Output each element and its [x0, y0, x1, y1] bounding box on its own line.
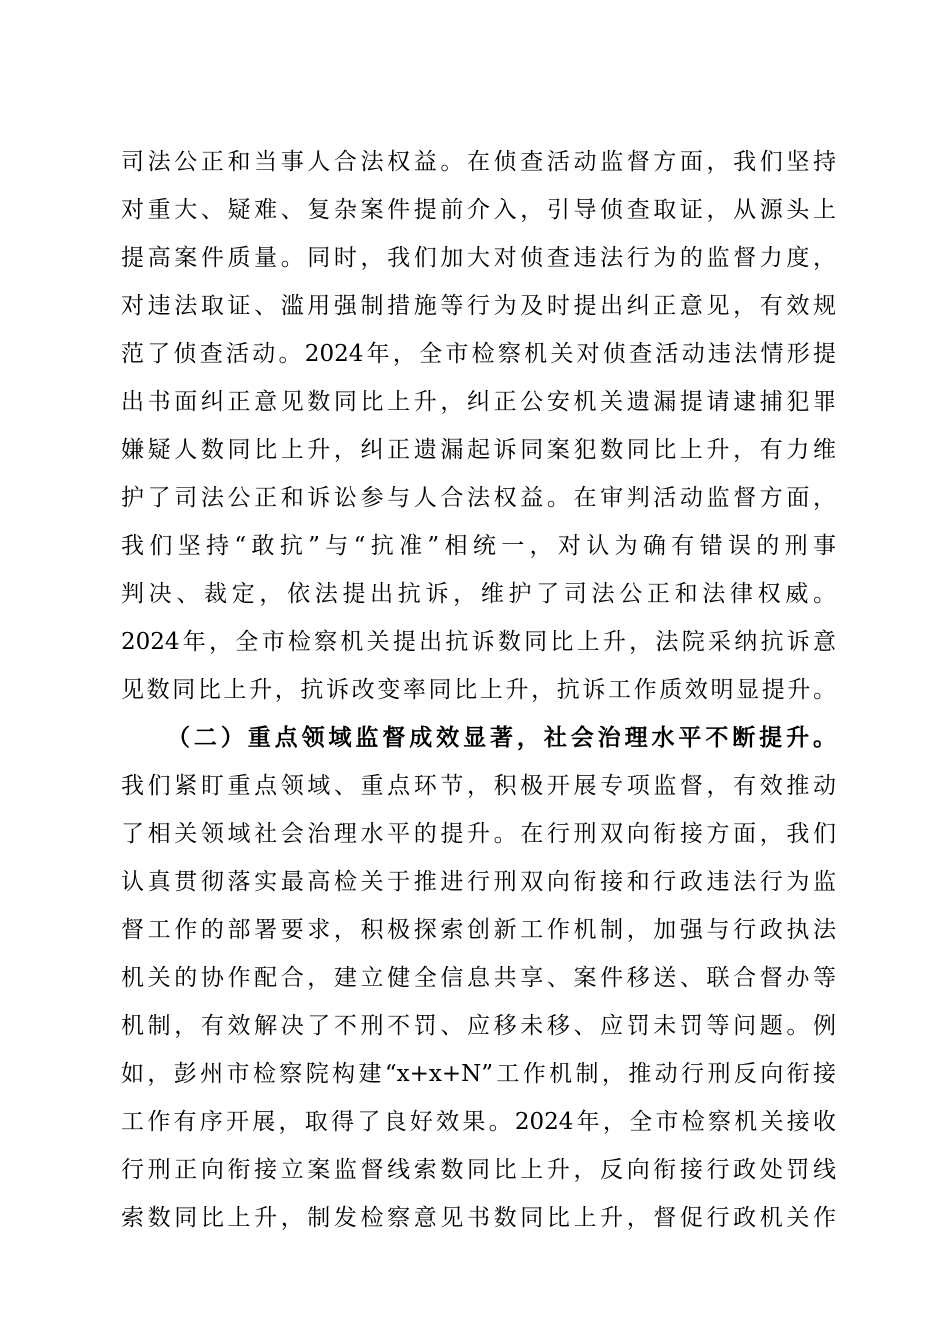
- text-line: 索数同比上升，制发检察意见书数同比上升，督促行政机关作: [121, 1205, 836, 1231]
- text-line: 见数同比上升，抗诉改变率同比上升，抗诉工作质效明显提升。: [121, 677, 836, 703]
- text-line: 出书面纠正意见数同比上升，纠正公安机关遗漏提请逮捕犯罪: [121, 389, 836, 415]
- text-line: 对违法取证、滥用强制措施等行为及时提出纠正意见，有效规: [121, 293, 836, 319]
- text-line: 行刑正向衔接立案监督线索数同比上升，反向衔接行政处罚线: [121, 1157, 836, 1183]
- text-line: 范了侦查活动。2024年，全市检察机关对侦查活动违法情形提: [121, 341, 836, 367]
- text-line: 工作有序开展，取得了良好效果。2024年，全市检察机关接收: [121, 1109, 836, 1135]
- text-line: 对重大、疑难、复杂案件提前介入，引导侦查取证，从源头上: [121, 197, 836, 223]
- text-line: 司法公正和当事人合法权益。在侦查活动监督方面，我们坚持: [121, 149, 836, 175]
- text-line: 嫌疑人数同比上升，纠正遗漏起诉同案犯数同比上升，有力维: [121, 437, 836, 463]
- text-line: 督工作的部署要求，积极探索创新工作机制，加强与行政执法: [121, 917, 836, 943]
- text-line: 了相关领域社会治理水平的提升。在行刑双向衔接方面，我们: [121, 821, 836, 847]
- text-line: 机关的协作配合，建立健全信息共享、案件移送、联合督办等: [121, 965, 836, 991]
- text-line: 判决、裁定，依法提出抗诉，维护了司法公正和法律权威。: [121, 581, 836, 607]
- body-text: [121, 138, 836, 1242]
- text-line: 如，彭州市检察院构建“x+x+N”工作机制，推动行刑反向衔接: [121, 1061, 836, 1087]
- text-line: 机制，有效解决了不刑不罚、应移未移、应罚未罚等问题。例: [121, 1013, 836, 1039]
- text-line: 提高案件质量。同时，我们加大对侦查违法行为的监督力度，: [121, 245, 836, 271]
- text-line: 护了司法公正和诉讼参与人合法权益。在审判活动监督方面，: [121, 485, 836, 511]
- section-heading: （二）重点领域监督成效显著，社会治理水平不断提升。: [167, 724, 836, 751]
- text-line: 2024年，全市检察机关提出抗诉数同比上升，法院采纳抗诉意: [121, 629, 836, 655]
- text-line: 我们坚持“敢抗”与“抗准”相统一，对认为确有错误的刑事: [121, 533, 836, 559]
- text-line: 认真贯彻落实最高检关于推进行刑双向衔接和行政违法行为监: [121, 869, 836, 895]
- text-line: 我们紧盯重点领域、重点环节，积极开展专项监督，有效推动: [121, 773, 836, 799]
